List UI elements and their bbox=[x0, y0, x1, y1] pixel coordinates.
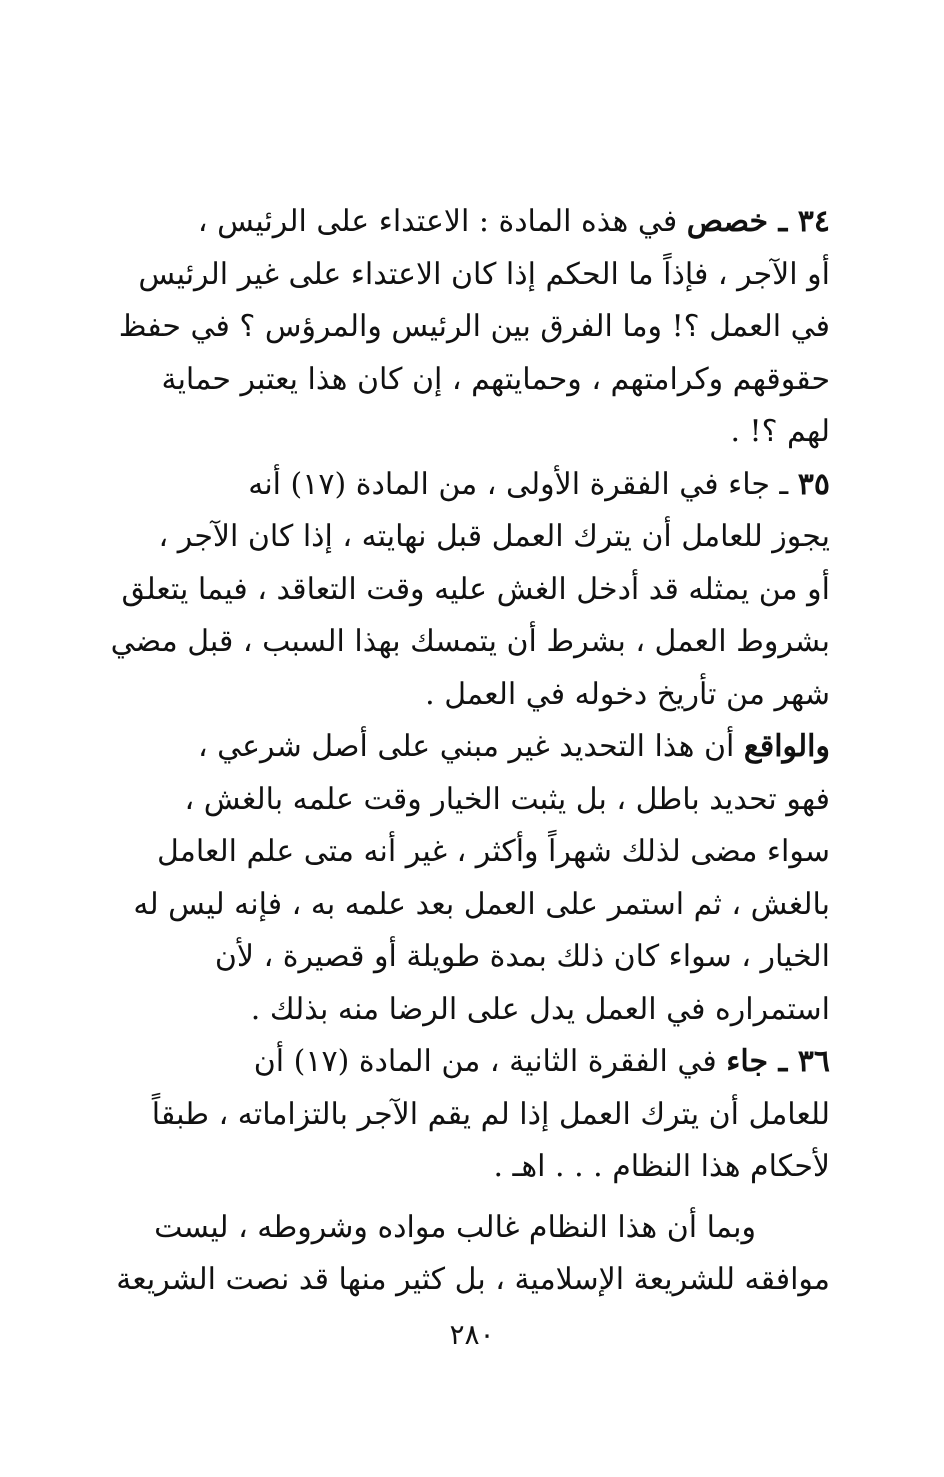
paragraph-34-line-5: لهم ؟! . bbox=[730, 414, 830, 449]
line-text: في هذه المادة : الاعتداء على الرئيس ، bbox=[197, 204, 687, 239]
paragraph-waqi-line-4: بالغش ، ثم استمر على العمل بعد علمه به ، فإنه ليس له bbox=[133, 886, 830, 922]
page-body-text bbox=[88, 196, 830, 1307]
paragraph-waqi-line-6: استمراره في العمل يدل على الرضا منه بذلك . bbox=[250, 991, 830, 1027]
paragraph-34-line-1 bbox=[88, 196, 830, 249]
paragraph-36-line-1 bbox=[88, 1036, 830, 1089]
line-text: ـ جاء في الفقرة الأولى ، من المادة (١٧) أنه bbox=[248, 466, 798, 502]
item-number-34: ٣٤ ـ خصص bbox=[686, 204, 830, 239]
line-text: أن هذا التحديد غير مبني على أصل شرعي ، bbox=[197, 729, 744, 764]
paragraph-35-line-3: أو من يمثله قد أدخل الغش عليه وقت التعاقد ، فيما يتعلق bbox=[121, 571, 830, 607]
paragraph-35-line-4: بشروط العمل ، بشرط أن يتمسك بهذا السبب ، قبل مضي bbox=[110, 624, 830, 659]
paragraph-34-line-3: في العمل ؟! وما الفرق بين الرئيس والمرؤس ؟ في حفظ bbox=[118, 309, 830, 344]
page-number: ٢٨٠ bbox=[449, 1318, 495, 1351]
keyword-waqi: والواقع bbox=[743, 729, 830, 764]
paragraph-36-line-3: لأحكام هذا النظام . . . اهـ . bbox=[493, 1149, 830, 1184]
paragraph-36-line-2: للعامل أن يترك العمل إذا لم يقم الآجر بالتزاماته ، طبقاً bbox=[151, 1096, 830, 1132]
paragraph-waqi-line-1 bbox=[88, 721, 830, 774]
paragraph-waqi-line-3: سواء مضى لذلك شهراً وأكثر ، غير أنه متى علم العامل bbox=[157, 834, 830, 869]
paragraph-34-line-4: حقوقهم وكرامتهم ، وحمايتهم ، إن كان هذا يعتبر حماية bbox=[161, 361, 830, 397]
paragraph-34-line-2: أو الآجر ، فإذاً ما الحكم إذا كان الاعتداء على غير الرئيس bbox=[138, 256, 830, 292]
item-number-35: ٣٥ bbox=[797, 466, 830, 502]
paragraph-final-line-2: موافقه للشريعة الإسلامية ، بل كثير منها قد نصت الشريعة bbox=[116, 1262, 830, 1297]
item-number-36: ٣٦ ـ جاء bbox=[726, 1044, 830, 1079]
paragraph-waqi-line-5: الخيار ، سواء كان ذلك بمدة طويلة أو قصيرة ، لأن bbox=[214, 939, 830, 974]
paragraph-35-line-1 bbox=[88, 459, 830, 512]
line-text: في الفقرة الثانية ، من المادة (١٧) أن bbox=[253, 1044, 727, 1079]
paragraph-waqi-line-2: فهو تحديد باطل ، بل يثبت الخيار وقت علمه بالغش ، bbox=[184, 781, 830, 817]
paragraph-35-line-5: شهر من تأريخ دخوله في العمل . bbox=[425, 676, 830, 712]
paragraph-35-line-2: يجوز للعامل أن يترك العمل قبل نهايته ، إذا كان الآجر ، bbox=[158, 519, 830, 554]
paragraph-final-line-1: وبما أن هذا النظام غالب مواده وشروطه ، ليست bbox=[154, 1209, 756, 1245]
